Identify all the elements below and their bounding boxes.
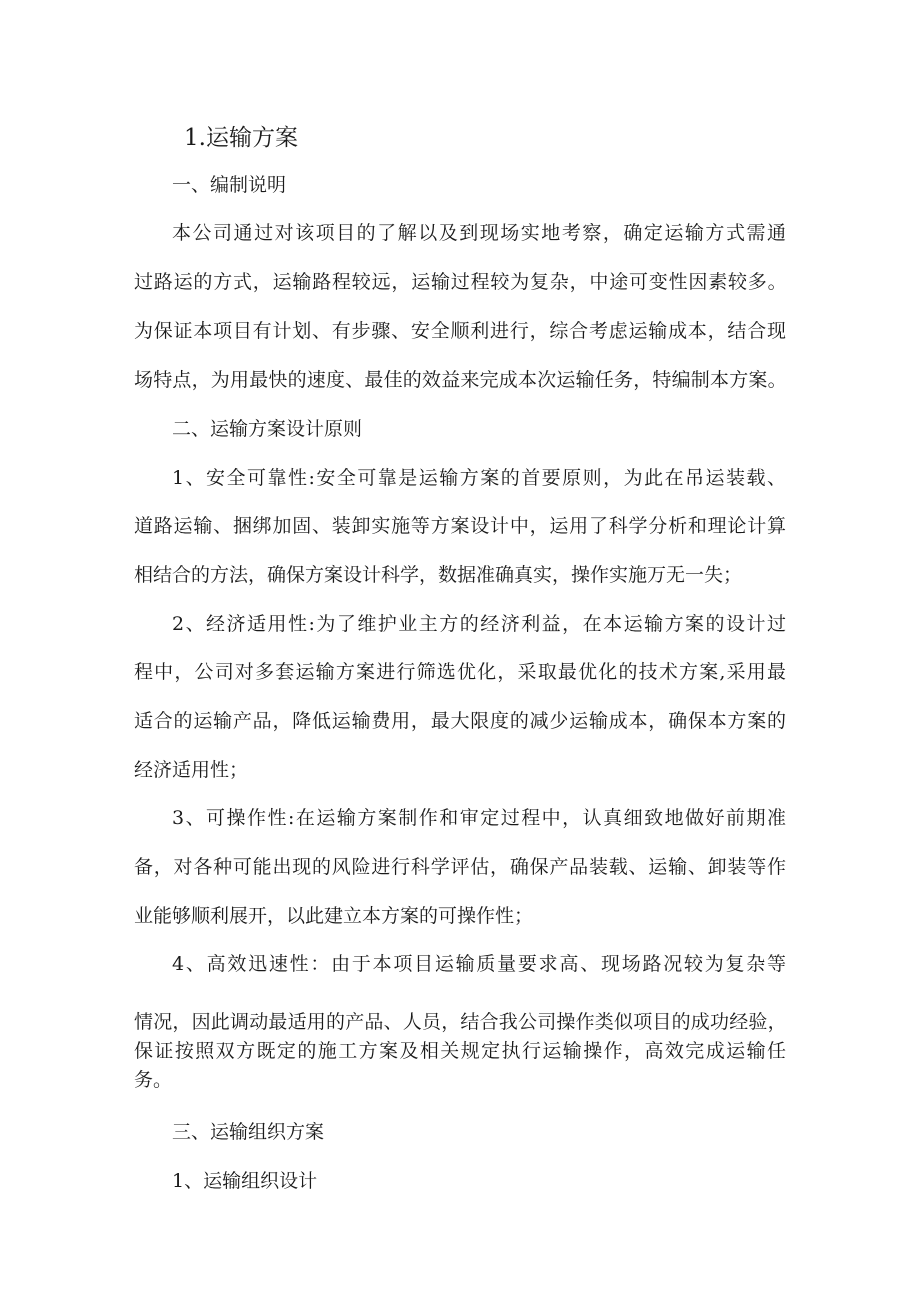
section-heading-compilation-notes: 一、编制说明 bbox=[172, 174, 287, 196]
paragraph-line: 本公司通过对该项目的了解以及到现场实地考察，确定运输方式需通 bbox=[172, 222, 786, 244]
paragraph-line: 备，对各种可能出现的风险进行科学评估，确保产品装载、运输、卸装等作 bbox=[134, 856, 786, 878]
paragraph-line: 相结合的方法，确保方案设计科学，数据准确真实，操作实施万无一失； bbox=[134, 564, 743, 586]
paragraph-line: 务。 bbox=[134, 1069, 173, 1091]
paragraph-line: 情况，因此调动最适用的产品、人员，结合我公司操作类似项目的成功经验， bbox=[134, 1011, 786, 1033]
document-title: 1.运输方案 bbox=[184, 125, 298, 151]
paragraph-line: 道路运输、捆绑加固、装卸实施等方案设计中，运用了科学分析和理论计算 bbox=[134, 515, 786, 537]
paragraph-line: 保证按照双方既定的施工方案及相关规定执行运输操作，高效完成运输任 bbox=[134, 1040, 786, 1062]
paragraph-line: 4、高效迅速性：由于本项目运输质量要求高、现场路况较为复杂等 bbox=[172, 953, 786, 975]
paragraph-line: 1、安全可靠性:安全可靠是运输方案的首要原则，为此在吊运装载、 bbox=[172, 467, 786, 489]
section-heading-transport-organization: 三、运输组织方案 bbox=[172, 1121, 325, 1143]
paragraph-line: 3、可操作性:在运输方案制作和审定过程中，认真细致地做好前期准 bbox=[172, 807, 786, 829]
paragraph-line: 2、经济适用性:为了维护业主方的经济利益，在本运输方案的设计过 bbox=[172, 613, 786, 635]
paragraph-line: 程中，公司对多套运输方案进行筛选优化，采取最优化的技术方案,采用最 bbox=[134, 661, 786, 683]
subsection-heading-organization-design: 1、运输组织设计 bbox=[172, 1170, 318, 1192]
section-heading-design-principles: 二、运输方案设计原则 bbox=[172, 418, 363, 440]
paragraph-line: 为保证本项目有计划、有步骤、安全顺利进行，综合考虑运输成本，结合现 bbox=[134, 320, 786, 342]
paragraph-line: 适合的运输产品，降低运输费用，最大限度的减少运输成本，确保本方案的 bbox=[134, 710, 786, 732]
paragraph-line: 场特点，为用最快的速度、最佳的效益来完成本次运输任务，特编制本方案。 bbox=[134, 369, 786, 391]
paragraph-line: 过路运的方式，运输路程较远，运输过程较为复杂，中途可变性因素较多。 bbox=[134, 271, 786, 293]
paragraph-line: 经济适用性； bbox=[134, 759, 249, 781]
paragraph-line: 业能够顺利展开，以此建立本方案的可操作性； bbox=[134, 905, 534, 927]
